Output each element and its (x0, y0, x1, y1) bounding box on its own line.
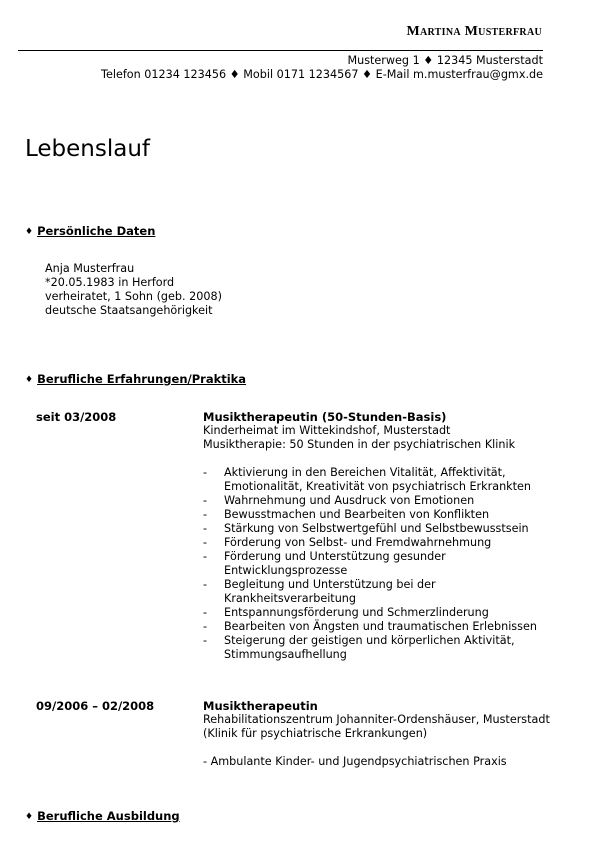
section-heading-personal (25, 224, 155, 238)
diamond-bullet-icon: ♦ (25, 227, 34, 237)
entry-date: 09/2006 – 02/2008 (36, 699, 155, 713)
personal-family-status: verheiratet, 1 Sohn (geb. 2008) (45, 290, 222, 303)
dash-bullet-icon: - (203, 522, 208, 535)
section-heading-label: Berufliche Ausbildung (37, 809, 180, 823)
dash-bullet-icon: - (203, 494, 208, 507)
task-item: - Stärkung von Selbstwertgefühl und Selbstbewusstsein (203, 522, 529, 535)
task-item: - Bewusstmachen und Bearbeiten von Konflikten (203, 508, 490, 521)
section-heading-experience (25, 372, 246, 386)
dash-bullet-icon: - (203, 466, 208, 479)
experience-entry (203, 410, 563, 662)
entry-employer: Kinderheimat im Wittekindshof, Musterstadt (203, 424, 451, 437)
document-title: Lebenslauf (25, 136, 151, 162)
dash-bullet-icon: - (203, 620, 208, 633)
dash-bullet-icon: - (203, 606, 208, 619)
entry-date: seit 03/2008 (36, 410, 117, 424)
dash-bullet-icon: - (203, 536, 208, 549)
task-item: - Entspannungsförderung und Schmerzlinderung (203, 606, 489, 619)
dash-bullet-icon: - (203, 508, 208, 521)
section-heading-label: Persönliche Daten (37, 224, 156, 238)
diamond-bullet-icon: ♦ (25, 375, 34, 385)
section-heading-label: Berufliche Erfahrungen/Praktika (37, 372, 247, 386)
task-item: - Aktivierung in den Bereichen Vitalität, Affektivität, Emotionalität, Kreativität von psychiatrisch Erkrankten (203, 466, 532, 493)
entry-title: Musiktherapeutin (203, 699, 318, 713)
experience-entry (203, 699, 563, 769)
contact-line: Telefon 01234 123456 ♦ Mobil 0171 1234567 ♦ E-Mail m.musterfrau@gmx.de (101, 68, 543, 81)
applicant-name: Martina Musterfrau (406, 24, 542, 39)
task-item: - Förderung und Unterstützung gesunder Entwicklungsprozesse (203, 550, 446, 577)
dash-bullet-icon: - (203, 578, 208, 591)
personal-name: Anja Musterfrau (45, 262, 135, 275)
entry-description: Musiktherapie: 50 Stunden in der psychiatrischen Klinik (203, 438, 516, 451)
task-item: - Begleitung und Unterstützung bei der Krankheitsverarbeitung (203, 578, 436, 605)
dash-bullet-icon: - (203, 634, 208, 647)
personal-nationality: deutsche Staatsangehörigkeit (45, 304, 213, 317)
personal-data-block (45, 262, 222, 318)
entry-title: Musiktherapeutin (50-Stunden-Basis) (203, 410, 447, 424)
task-item: - Wahrnehmung und Ausdruck von Emotionen (203, 494, 475, 507)
header-rule (18, 50, 543, 51)
personal-birth: *20.05.1983 in Herford (45, 276, 175, 289)
task-item: - Bearbeiten von Ängsten und traumatischen Erlebnissen (203, 620, 537, 633)
section-heading-education (25, 809, 180, 823)
task-item: - Steigerung der geistigen und körperlichen Aktivität, Stimmungsaufhellung (203, 634, 515, 661)
dash-bullet-icon: - (203, 550, 208, 563)
task-list (203, 466, 563, 662)
entry-description: (Klinik für psychiatrische Erkrankungen) (203, 727, 428, 740)
task-item: - Förderung von Selbst- und Fremdwahrnehmung (203, 536, 492, 549)
entry-employer: Rehabilitationszentrum Johanniter-Ordenshäuser, Musterstadt (203, 713, 550, 726)
address-line: Musterweg 1 ♦ 12345 Musterstadt (347, 54, 543, 67)
entry-note: - Ambulante Kinder- und Jugendpsychiatrischen Praxis (203, 755, 507, 768)
diamond-bullet-icon: ♦ (25, 812, 34, 822)
